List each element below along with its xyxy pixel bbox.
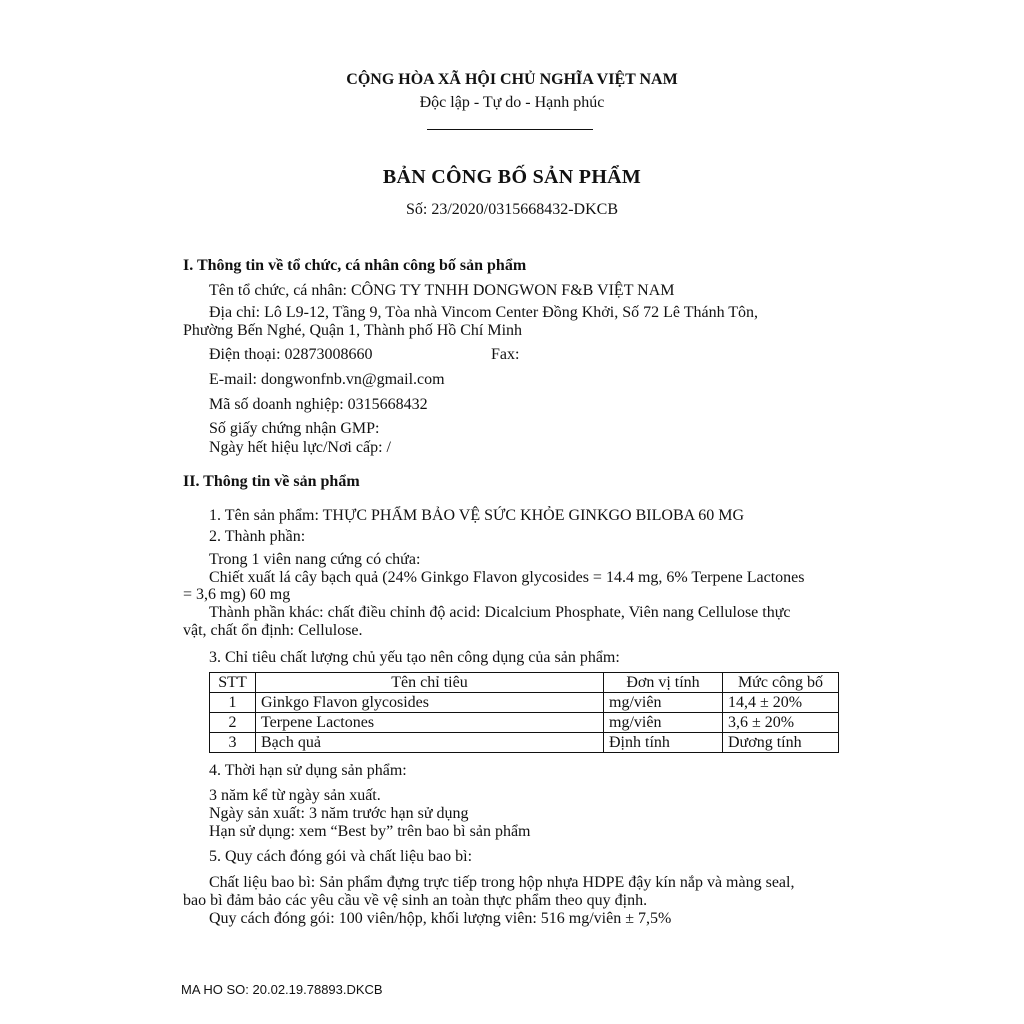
table-row (210, 733, 839, 753)
packaging-line-1: Chất liệu bao bì: Sản phẩm đựng trực tiếp trong hộp nhựa HDPE đậy kín nắp và màng seal, (209, 874, 795, 891)
tax-code: Mã số doanh nghiệp: 0315668432 (209, 396, 428, 413)
shelf-life-label: 4. Thời hạn sử dụng sản phẩm: (209, 762, 407, 779)
gmp-number: Số giấy chứng nhận GMP: (209, 420, 380, 437)
header-criterion: Tên chỉ tiêu (256, 673, 604, 693)
ingredients-line-4: Thành phần khác: chất điều chỉnh độ acid: Dicalcium Phosphate, Viên nang Cellulose thực (209, 604, 791, 621)
cell-unit: mg/viên (604, 693, 723, 713)
ingredients-line-5: vật, chất ổn định: Cellulose. (183, 622, 363, 639)
header-unit: Đơn vị tính (604, 673, 723, 693)
table-row (210, 693, 839, 713)
file-code-footer: MA HO SO: 20.02.19.78893.DKCB (181, 982, 383, 997)
cell-unit: mg/viên (604, 713, 723, 733)
cell-criterion: Ginkgo Flavon glycosides (256, 693, 604, 713)
product-name: 1. Tên sản phẩm: THỰC PHẨM BẢO VỆ SỨC KHỎE GINKGO BILOBA 60 MG (209, 507, 745, 524)
cell-stt: 1 (210, 693, 256, 713)
motto: Độc lập - Tự do - Hạnh phúc (419, 94, 605, 111)
cell-stt: 3 (210, 733, 256, 753)
cell-stt: 2 (210, 713, 256, 733)
quality-label: 3. Chỉ tiêu chất lượng chủ yếu tạo nên công dụng của sản phẩm: (209, 649, 620, 666)
packaging-label: 5. Quy cách đóng gói và chất liệu bao bì: (209, 848, 473, 865)
fax: Fax: (491, 346, 520, 363)
document-number: Số: 23/2020/0315668432-DKCB (405, 201, 618, 218)
table-row (210, 713, 839, 733)
shelf-life-line-3: Hạn sử dụng: xem “Best by” trên bao bì sản phẩm (209, 823, 531, 840)
header-stt: STT (210, 673, 256, 693)
header-divider (427, 129, 593, 130)
shelf-life-line-1: 3 năm kể từ ngày sản xuất. (209, 787, 381, 804)
ingredients-line-2: Chiết xuất lá cây bạch quả (24% Ginkgo Flavon glycosides = 14.4 mg, 6% Terpene Lactones (209, 569, 805, 586)
country-header: CỘNG HÒA XÃ HỘI CHỦ NGHĨA VIỆT NAM (346, 71, 678, 88)
document-title: BẢN CÔNG BỐ SẢN PHẨM (382, 166, 642, 188)
ingredients-label: 2. Thành phần: (209, 528, 306, 545)
cell-unit: Định tính (604, 733, 723, 753)
section-1-heading: I. Thông tin về tổ chức, cá nhân công bố sản phẩm (183, 257, 527, 274)
cell-criterion: Bạch quả (256, 733, 604, 753)
org-name: Tên tổ chức, cá nhân: CÔNG TY TNHH DONGWON F&B VIỆT NAM (209, 282, 675, 299)
ingredients-line-1: Trong 1 viên nang cứng có chứa: (209, 551, 421, 568)
expiry: Ngày hết hiệu lực/Nơi cấp: / (209, 439, 391, 456)
header-declared-level: Mức công bố (723, 673, 839, 693)
packaging-line-3: Quy cách đóng gói: 100 viên/hộp, khối lượng viên: 516 mg/viên ± 7,5% (209, 910, 672, 927)
section-2-heading: II. Thông tin về sản phẩm (183, 473, 360, 490)
cell-level: Dương tính (723, 733, 839, 753)
cell-criterion: Terpene Lactones (256, 713, 604, 733)
email: E-mail: dongwonfnb.vn@gmail.com (209, 371, 445, 388)
cell-level: 14,4 ± 20% (723, 693, 839, 713)
shelf-life-line-2: Ngày sản xuất: 3 năm trước hạn sử dụng (209, 805, 469, 822)
cell-level: 3,6 ± 20% (723, 713, 839, 733)
address-line-2: Phường Bến Nghé, Quận 1, Thành phố Hồ Chí Minh (183, 322, 523, 339)
address-line-1: Địa chỉ: Lô L9-12, Tầng 9, Tòa nhà Vincom Center Đồng Khởi, Số 72 Lê Thánh Tôn, (209, 304, 759, 321)
phone: Điện thoại: 02873008660 (209, 346, 373, 363)
quality-table (209, 672, 839, 753)
ingredients-line-3: = 3,6 mg) 60 mg (183, 586, 291, 603)
table-header-row (210, 673, 839, 693)
packaging-line-2: bao bì đảm bảo các yêu cầu về vệ sinh an toàn thực phẩm theo quy định. (183, 892, 648, 909)
